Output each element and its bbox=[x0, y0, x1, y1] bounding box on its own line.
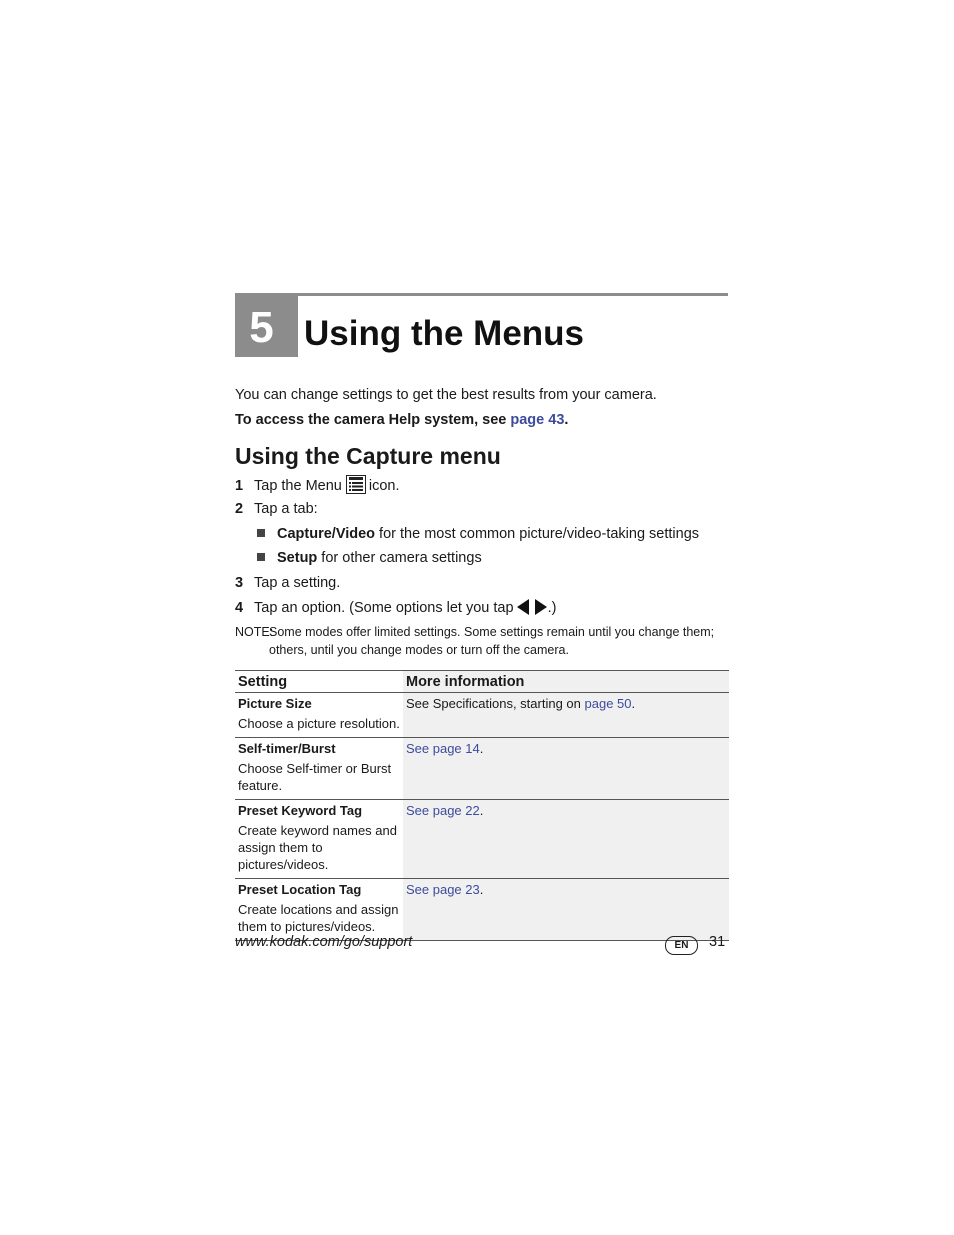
step-text: Tap the Menu bbox=[254, 478, 342, 494]
setting-desc: Choose a picture resolution. bbox=[238, 716, 400, 731]
step-4 bbox=[235, 598, 556, 621]
note-label: NOTE: bbox=[235, 625, 274, 639]
info-cell bbox=[403, 800, 729, 879]
intro-text: You can change settings to get the best results from your camera. bbox=[235, 387, 657, 403]
info-page-link[interactable]: See page 14 bbox=[406, 741, 480, 756]
info-end: . bbox=[631, 696, 636, 711]
setting-name: Self-timer/Burst bbox=[238, 741, 336, 756]
setting-name: Picture Size bbox=[238, 696, 312, 711]
right-arrow-icon bbox=[534, 599, 547, 621]
step-text: Tap a tab: bbox=[254, 501, 318, 517]
step-1 bbox=[235, 475, 400, 500]
section-title: Using the Capture menu bbox=[235, 443, 501, 469]
chapter-title: Using the Menus bbox=[304, 314, 585, 353]
setting-cell bbox=[235, 693, 403, 738]
settings-table bbox=[235, 670, 729, 941]
left-arrow-icon bbox=[517, 599, 530, 621]
step-text-end: icon. bbox=[368, 478, 400, 494]
menu-icon bbox=[346, 475, 366, 500]
setting-desc: Create keyword names and assign them to pictures/videos. bbox=[238, 823, 397, 872]
step-3 bbox=[235, 573, 340, 593]
step-text: Tap an option. (Some options let you tap bbox=[254, 600, 514, 616]
step-text: Tap a setting. bbox=[254, 575, 341, 591]
step-number: 3 bbox=[235, 575, 244, 591]
info-cell bbox=[403, 693, 729, 738]
info-page-link[interactable]: See page 22 bbox=[406, 803, 480, 818]
chapter-rule bbox=[235, 293, 728, 296]
bullet-term: Setup bbox=[277, 550, 318, 566]
info-cell bbox=[403, 879, 729, 941]
info-page-link[interactable]: See page 23 bbox=[406, 882, 480, 897]
bullet-square-icon bbox=[257, 553, 265, 561]
bullet-square-icon bbox=[257, 529, 265, 537]
setting-desc: Choose Self-timer or Burst feature. bbox=[238, 761, 392, 793]
table-row bbox=[235, 693, 729, 738]
step-2 bbox=[235, 499, 318, 519]
help-reference bbox=[235, 410, 568, 430]
info-page-link[interactable]: page 50 bbox=[584, 696, 632, 711]
header-setting: Setting bbox=[235, 671, 403, 693]
info-end: . bbox=[479, 741, 484, 756]
help-suffix: . bbox=[564, 412, 569, 428]
bullet-setup bbox=[257, 548, 482, 568]
bullet-text: for other camera settings bbox=[317, 550, 482, 566]
setting-desc: Create locations and assign them to pictures/videos. bbox=[238, 902, 399, 934]
help-page-link[interactable]: page 43 bbox=[510, 412, 565, 428]
step-number: 1 bbox=[235, 478, 244, 494]
info-text: See Specifications, starting on bbox=[406, 696, 585, 711]
info-end: . bbox=[479, 803, 484, 818]
note-text: Some modes offer limited settings. Some settings remain until you change them; others, until you change modes or turn off the camera. bbox=[269, 625, 715, 657]
setting-cell bbox=[235, 738, 403, 800]
header-more-info: More information bbox=[403, 671, 729, 693]
help-prefix: To access the camera Help system, see bbox=[235, 412, 511, 428]
language-badge: EN bbox=[665, 936, 698, 955]
setting-name: Preset Location Tag bbox=[238, 882, 362, 897]
footer-url: www.kodak.com/go/support bbox=[235, 934, 413, 950]
step-number: 2 bbox=[235, 501, 244, 517]
info-cell bbox=[403, 738, 729, 800]
info-end: . bbox=[479, 882, 484, 897]
page-number: 31 bbox=[709, 934, 726, 950]
step-text-end: .) bbox=[547, 600, 557, 616]
step-number: 4 bbox=[235, 600, 244, 616]
chapter-number: 5 bbox=[249, 303, 274, 352]
setting-name: Preset Keyword Tag bbox=[238, 803, 363, 818]
setting-cell bbox=[235, 800, 403, 879]
table-row bbox=[235, 800, 729, 879]
bullet-capture-video bbox=[257, 524, 699, 544]
bullet-text: for the most common picture/video-taking settings bbox=[375, 526, 700, 542]
table-row bbox=[235, 738, 729, 800]
bullet-term: Capture/Video bbox=[277, 526, 376, 542]
table-header-row bbox=[235, 671, 729, 693]
